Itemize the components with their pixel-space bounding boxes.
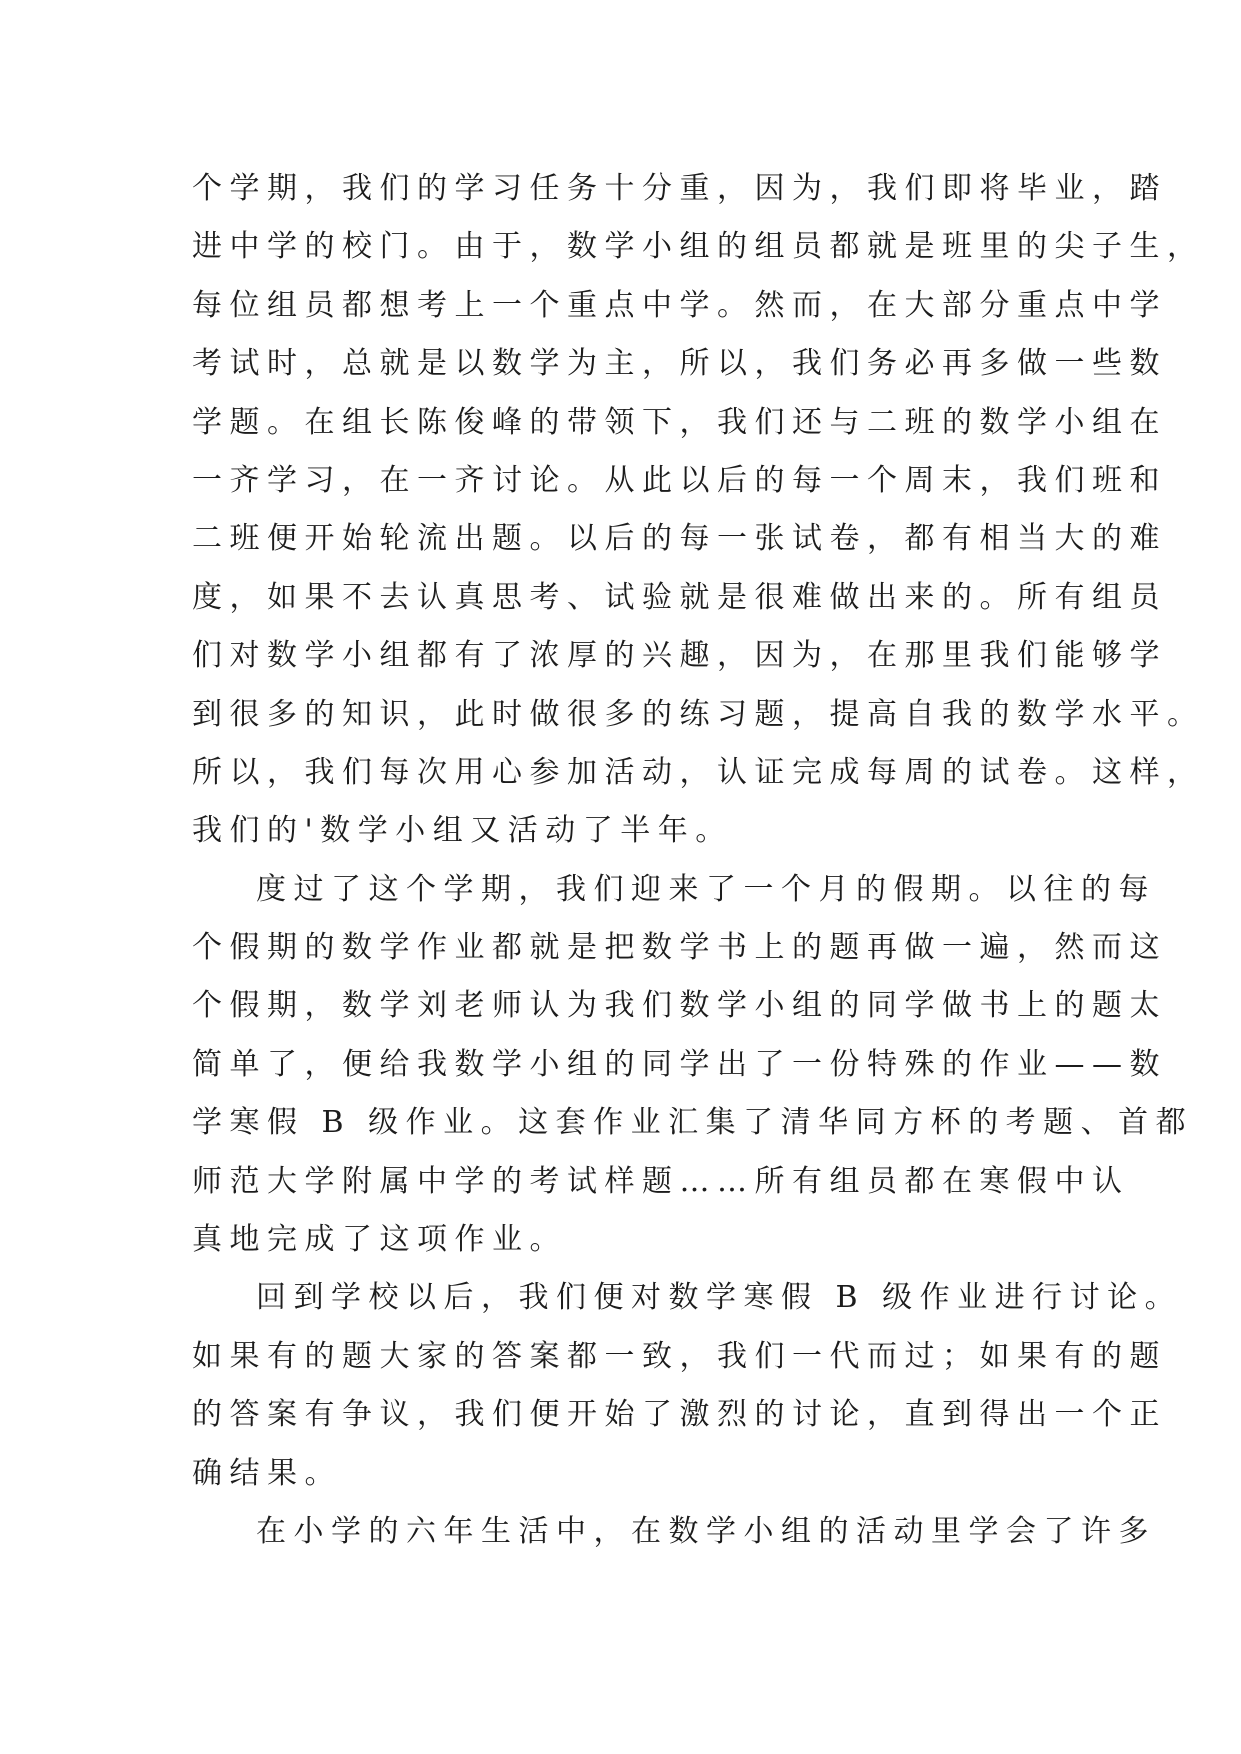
text-line: 学题。在组长陈俊峰的带领下，我们还与二班的数学小组在 xyxy=(192,404,1167,440)
text-line: 到很多的知识，此时做很多的练习题，提高自我的数学水平。 xyxy=(192,696,1205,732)
text-line: 们对数学小组都有了浓厚的兴趣，因为，在那里我们能够学 xyxy=(192,638,1167,674)
text-line: 进中学的校门。由于，数学小组的组员都就是班里的尖子生， xyxy=(192,229,1205,265)
paragraph-first-line: 在小学的六年生活中，在数学小组的活动里学会了许多 xyxy=(256,1513,1156,1549)
text-line: 的答案有争议，我们便开始了激烈的讨论，直到得出一个正 xyxy=(192,1397,1167,1433)
text-line: 个假期，数学刘老师认为我们数学小组的同学做书上的题太 xyxy=(192,988,1167,1024)
text-line: 一齐学习，在一齐讨论。从此以后的每一个周末，我们班和 xyxy=(192,462,1167,498)
text-line: 如果有的题大家的答案都一致，我们一代而过；如果有的题 xyxy=(192,1338,1167,1374)
text-line: 二班便开始轮流出题。以后的每一张试卷，都有相当大的难 xyxy=(192,521,1167,557)
text-line: 师范大学附属中学的考试样题……所有组员都在寒假中认 xyxy=(192,1163,1130,1199)
text-line: 个学期，我们的学习任务十分重，因为，我们即将毕业，踏 xyxy=(192,171,1167,206)
text-line: 真地完成了这项作业。 xyxy=(192,1222,567,1258)
text-line: 学寒假 B 级作业。这套作业汇集了清华同方杯的考题、首都 xyxy=(192,1105,1194,1141)
text-line: 我们的'数学小组又活动了半年。 xyxy=(192,813,733,849)
text-line: 考试时，总就是以数学为主，所以，我们务必再多做一些数 xyxy=(192,346,1167,382)
text-line: 确结果。 xyxy=(192,1455,342,1491)
text-line: 简单了，便给我数学小组的同学出了一份特殊的作业——数 xyxy=(192,1046,1167,1082)
document-body xyxy=(192,160,1205,1561)
text-line: 个假期的数学作业都就是把数学书上的题再做一遍，然而这 xyxy=(192,930,1167,966)
text-line: 每位组员都想考上一个重点中学。然而，在大部分重点中学 xyxy=(192,287,1167,323)
paragraph-first-line: 度过了这个学期，我们迎来了一个月的假期。以往的每 xyxy=(256,871,1156,907)
paragraph-first-line: 回到学校以后，我们便对数学寒假 B 级作业进行讨论。 xyxy=(256,1280,1183,1316)
text-line: 度，如果不去认真思考、试验就是很难做出来的。所有组员 xyxy=(192,579,1167,615)
text-line: 所以，我们每次用心参加活动，认证完成每周的试卷。这样， xyxy=(192,754,1205,790)
